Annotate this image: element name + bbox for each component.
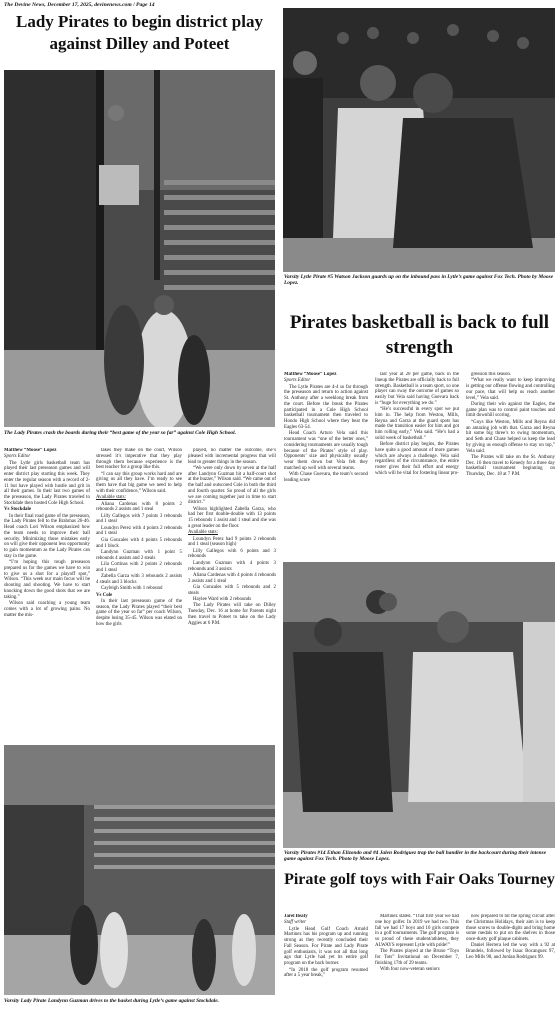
stats-heading: Available stats: (96, 495, 126, 501)
paragraph: “In 2018 the golf program resumed after a 5 year break,” (284, 967, 368, 979)
stat-line: Gia Gonzales with 5 rebounds and 2 steals (188, 585, 276, 596)
paragraph: During their win against the Eagles, the game plan was to control paint touches and limit downhill scoring. (466, 401, 555, 419)
article1-col3 (188, 448, 276, 743)
paragraph: last year at 20 per game, back in the lineup the Pirates are officially back to full strength. Basketball is a team sport, so one player can sway the outcome of games so easily but Vela said having Guevara back is “huge for everything we do.” (375, 372, 459, 406)
stat-line: Lila Cortinas with 2 points 2 rebounds and 1 steal (96, 562, 182, 573)
stat-line: Loundyn Perez with 4 points 2 rebounds and 1 steal (96, 525, 182, 537)
paragraph: “We were only down by seven at the half after Landynn Guzman hit a half-court shot at the buzzer,” Wilson said. “We came out of the half and outscored Cole in both the third and fourth quarter. So proud of all the girls we are coming together just in time to start district.” (188, 465, 276, 506)
paragraph: With four now-veteran seniors (380, 966, 440, 972)
article1-col2 (96, 448, 182, 743)
caption-left-top: The Lady Pirates crash the boards during their “best game of the year so far” against Cole High School. (4, 430, 236, 436)
article3-role: Staff writer (284, 920, 307, 926)
photo-landynn-guzman-drive (4, 745, 275, 995)
paragraph: played, no matter the outcome, she’s pleased with incremental progress that will lead to greater things in the season. (188, 448, 276, 465)
caption-bottom-left: Varsity Lady Pirate Landynn Guzman drives to the basket during Lytle’s game against Stockdale. (4, 998, 220, 1004)
photo-lady-pirates-rebound (4, 70, 275, 427)
article2-col3 (466, 372, 555, 557)
article3-col2 (375, 914, 459, 1022)
stat-line: Aliana Cardenas with 4 points 4 rebounds 2 assists and 1 steal (188, 572, 276, 584)
article1-byline: Matthew “Moose” Lopez (4, 448, 57, 453)
article1-role: Sports Editor (4, 454, 31, 460)
article2-byline: Matthew “Moose” Lopez (284, 372, 337, 377)
photo-watson-jackson-art (283, 8, 555, 272)
stat-line: Zabella Garza with 3 rebounds 2 assists 4 steals and 3 blocks (96, 574, 182, 585)
stat-line: Lilly Gallegos with 7 points 3 rebounds and 1 steal (96, 513, 182, 525)
paragraph: In their last preseason game of the season, the Lady Pirates played “their best game of the year so far” per coach Wilson, despite losing 35-45. Wilson was elated on how the girls (96, 598, 182, 627)
paragraph: “I can say this group works hard and are giving us all they have. I’m ready to see them have that big game we need to help with their confidence,” Wilson said. (96, 471, 182, 494)
paragraph: Lytle Head Golf Coach Arnold Martinez has his program up and running strong as they recently concluded their Fall Season. For Pirate and Lady Pirate golf enthusiasts, it was not all that long ago that Lytle had yet its entire golf program on the back burner. (284, 926, 368, 967)
stat-line: Haylee Ward with 2 rebounds (193, 597, 252, 603)
article3-col1 (284, 914, 368, 1022)
paragraph: gression this season. (471, 372, 512, 377)
paragraph: The Lytle girls basketball team has played their last preseason games and will enter district play starting this week. They enter the regular season with a record of 2-11 but have played with hustle and grit in all their games. In their last two games of the preseason, the Lady Pirates traveled to Stockdale then hosted Cole High School. (4, 460, 90, 506)
paragraph: “I’m hoping this tough preseason prepared us for the games we have to win to give us a shot for a playoff spot,” Wilson. “This week our main focus will be shooting and shooting. We have to start knocking down the good shots that we are taking.” (4, 560, 90, 600)
article2-role: Sports Editor (284, 378, 311, 384)
paragraph: “He’s successful in every spot we put him in. The help from Weston, Mills, Reyna and Garza at the guard spots has made the transition easier for him and got him rolling early,” Vela said. “He’s had a solid week of basketball.” (375, 407, 459, 441)
paragraph: The Lady Pirates will take on Dilley Tuesday, Dec. 16 at home for Parents night then travel to Poteet to take on the Lady Aggies at 6 P.M. (188, 603, 276, 626)
stat-line: Landynn Guzman with 4 points 3 rebounds and 3 assists (188, 560, 276, 572)
photo-trap-art (283, 562, 555, 848)
paragraph: Head Coach Arturo Vela said this tournament was “one of the better ones,” considering tournaments are usually tough because of the Pirates’ style of play. Opponents’ size and physicality usually wear them down but Vela felt they matched up well with several teams. (284, 431, 368, 471)
stat-line: Cayleigh Smith with 1 rebound (101, 586, 163, 592)
paragraph: The Lytle Pirates are 4-4 so far through the preseason and return to action against St. Anthony after a weeklong break from the court. Before the break the Pirates participated in a Cole High School basketball tournament then traveled to Hondo High School where they beat the Eagles 63-54. (284, 384, 368, 430)
stat-line: Landynn Guzman with 1 point 5 rebounds 4 assists and 2 steals (96, 549, 182, 561)
subhead-vs-stockdale: Vs Stockdale (4, 507, 32, 513)
subhead-vs-cole: Vs Cole (96, 592, 113, 598)
photo-landynn-guzman-art (4, 745, 275, 995)
caption-top-right: Varsity Lytle Pirate #5 Watson Jackson guards up on the inbound pass in Lytle’s game against Fox Tech. Photo by Moose Lopez. (284, 274, 554, 287)
article1-col1 (4, 448, 90, 743)
stats-heading: Available stats: (188, 530, 218, 536)
stat-line: Gia Gonzales with 4 points 5 rebounds and 1 block (96, 537, 182, 549)
paragraph: The Pirates will take on the St. Anthony Dec. 16 then travel to Kenedy for a three day basketball tournament beginning on Thursday, Dec. 18 at 7 P.M. (466, 454, 555, 478)
paragraph: now prepared to hit the spring circuit after the Christmas Holidays, their aim is to keep those scores to double-digits and bring home some medals to put on the shelves in those once-dusty golf plaque cabinets. (466, 914, 555, 942)
paragraph: In their final road game of the preseason, the Lady Pirates fell to the Brahmas 26-46. Head coach Lori Wilson emphasized how the team needs to improve their ball security. Minimizing those mistakes early on will give their opponent less opportunity to gain momentum as the Lady Pirates can stay in the game. (4, 513, 90, 559)
paragraph: With Chase Guevara, the team’s second leading score (284, 472, 368, 483)
masthead: The Devine News, December 17, 2025, devinenews.com / Page 14 (4, 2, 155, 8)
stat-line: Aliana Cardenas with 8 points 2 rebounds 2 assists and 1 steal (96, 501, 182, 513)
headline-pirates-basketball: Pirates basketball is back to full strength (289, 312, 550, 358)
photo-lady-pirates-rebound-art (4, 70, 275, 427)
article2-col1 (284, 372, 368, 557)
paragraph: “What we really want to keep improving is getting our offense flowing and controlling our pace, that will help us reach another level,” Vela said. (466, 378, 555, 401)
article3-byline: Jarel Beaty (284, 914, 308, 919)
article2-col2 (375, 372, 459, 557)
paragraph: Before district play begins, the Pirates have quite a good amount of more games which are always a challenge. Vela said regardless of the circumstance, the entire roster gives their full effort and energy which will be vital for fostering linear pro- (375, 442, 459, 476)
photo-watson-jackson (283, 8, 555, 272)
headline-lady-pirates: Lady Pirates to begin district play against Dilley and Poteet (16, 12, 263, 53)
paragraph: Daniel Herrera led the way with a 92 at Brandeis, followed by Isaac Bocanguez 97, Leo Mills 98, and Jordan Rodriguez 99. (466, 943, 555, 960)
paragraph: Wilson highlighted Zabella Garza, who had her first double-double with 13 points 15 rebounds 1 assist and 1 steal and she was a great leader on the floor. (188, 506, 276, 529)
caption-mid-right: Varsity Pirates #14 Ethan Elizondo and #4 Jalen Rodriguez trap the ball handler in the backcourt during their intense game against Fox Tech. Photo by Moose Lopez. (284, 850, 547, 863)
stat-line: Loundyn Perez had 9 points 2 rebounds and 1 steal (season high) (188, 536, 276, 548)
headline-pirate-golf: Pirate golf toys with Fair Oaks Tourney (284, 871, 555, 888)
paragraph: “Guys like Weston, Mills and Reyna did an amazing job with that. Garza and Reyna hit some big three’s to swing momentum, and Seth and Chase helped us keep the lead by giving us enough offense to stay on top,” Vela said. (466, 419, 555, 454)
paragraph: takes they make on the court, Wilson stressed it’s imperative that they play through them because experience is the best teacher for a group like this. (96, 448, 182, 471)
photo-elizondo-rodriguez-trap (283, 562, 555, 848)
paragraph: Wilson said coaching a young team comes with a lot of growing pains. No matter the mis- (4, 601, 90, 618)
paragraph: Martinez stated. “That first year we had one boy golfer. In 2019 we had two. This fall we had 17 boys and 10 girls compete in a golf tournaments. The golf program is so proud of these student/athletes, they ALWAYS represent Lytle with pride!” (375, 914, 459, 948)
stat-line: Lilly Gallegos with 6 points and 3 rebounds (188, 548, 276, 560)
paragraph: The Pirates played at the Bruno “Toys for Tots” Invitational on December 7, finishing 17th of 29 teams. (375, 949, 459, 966)
article3-col3 (466, 914, 555, 1022)
